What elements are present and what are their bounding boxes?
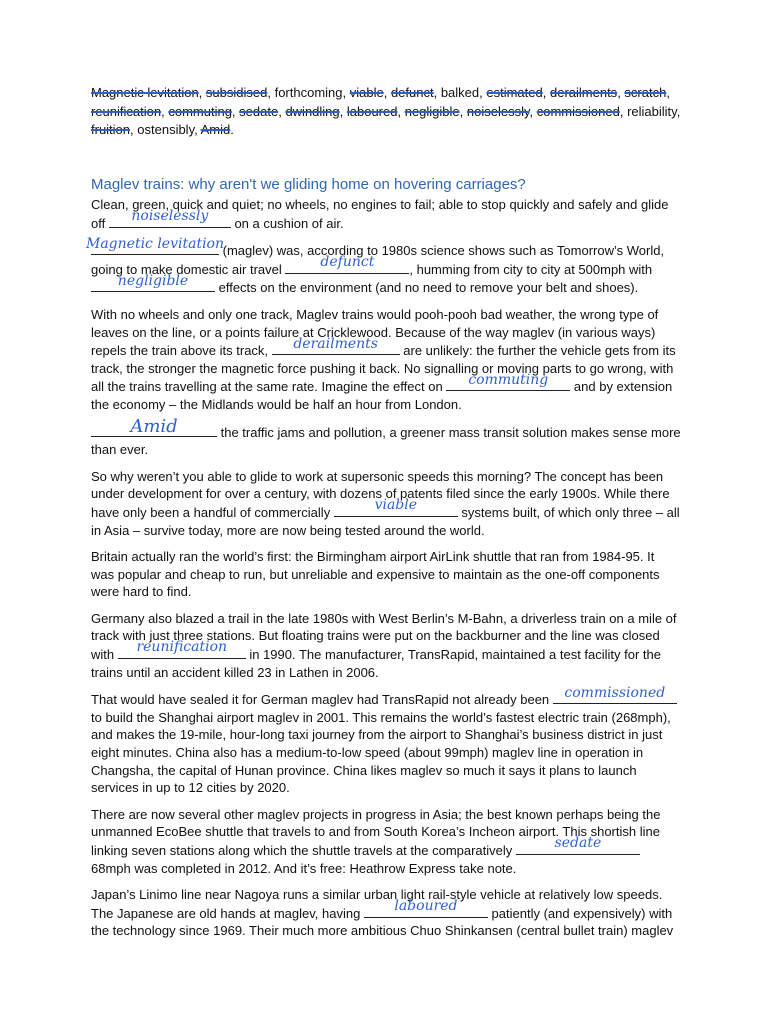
word-bank-item: derailments <box>549 85 618 100</box>
answer-blank <box>91 272 215 292</box>
word-separator: , <box>194 122 201 137</box>
answer-blank <box>334 497 458 517</box>
paragraph-9: There are now several other maglev projects in progress in Asia; the best known perhaps being the unmanned EcoBee shuttle that travels to and from South Korea’s Incheon airport. This shortish line linking seven stations along which the shuttle travels at the comparatively sedate 68mph was completed in 2012. And it’s free: Heathrow Express take note. <box>91 806 661 876</box>
word-separator: , <box>161 103 169 119</box>
handwritten-answer: commuting <box>468 371 549 388</box>
word-separator: , <box>433 85 441 100</box>
handwritten-answer: viable <box>374 497 418 514</box>
word-bank-item: subsidised <box>205 85 268 100</box>
paragraph-5: So why weren’t you able to glide to work at supersonic speeds this morning? The concept has been under development for over a century, with dozens of patents filed since the early 1900s. While there have only been a handful of commercially viable systems built, of which only three – all in Asia – survive today, more are now being tested around the world. <box>91 468 680 538</box>
answer-blank <box>272 335 400 355</box>
answer-blank <box>109 208 231 228</box>
paragraph-8: That would have sealed it for German maglev had TransRapid not already been commissioned to build the Shanghai airport maglev in 2001. This remains the world’s fastest electric train (268mph), and makes the 19-mile, hour-long taxi journey from the airport to Shanghai’s business district in just eight minutes. China also has a medium-to-low speed (about 99mph) maglev line in operation in Changsha, the capital of Hunan province. China likes maglev so much it says it plans to launch services in up to 12 cities by 2020. <box>91 690 681 797</box>
handwritten-answer: noiselessly <box>131 208 209 224</box>
word-separator: , <box>676 103 681 119</box>
word-bank-item: ostensibly <box>137 122 195 137</box>
word-bank <box>91 84 691 140</box>
word-separator: , <box>666 85 670 100</box>
word-bank-item: commuting <box>168 103 232 119</box>
paragraph-6: Britain actually ran the world’s first: the Birmingham airport AirLink shuttle that ran from 1984-95. It was popular and cheap to run, but unreliable and expensive to maintain as the one-off components were hard to find. <box>91 549 660 600</box>
word-bank-item: commissioned <box>536 103 620 119</box>
word-bank-item: reliability <box>627 103 677 119</box>
handwritten-answer: reunification <box>136 639 228 656</box>
word-bank-item: forthcoming <box>274 85 343 100</box>
word-separator: , <box>617 85 625 100</box>
answer-blank <box>285 254 409 274</box>
paragraph-2: Magnetic levitation (maglev) was, according to 1980s science shows such as Tomorrow’s World, going to make domestic air travel defunct , humming from city to city at 500mph with negligible effects on the environment (and no need to remove your belt and shoes). <box>85 235 665 296</box>
handwritten-answer: derailments <box>293 335 378 352</box>
paragraph-3: With no wheels and only one track, Maglev trains would pooh-pooh bad weather, the wrong type of leaves on the line, or a points failure at Cricklewood. Because of the way maglev (in various ways) repels the train above its track, derailments are unlikely: the further the vehicle gets from its track, the stronger the magnetic force pushing it back. No signalling or moving parts to go wrong, with all the trains travelling at the same rate. Imagine the effect on commuting and by extension the economy – the Midlands would be half an hour from London. <box>91 306 676 412</box>
answer-blank <box>516 835 640 855</box>
handwritten-answer: sedate <box>554 835 602 852</box>
word-bank-item: Amid <box>200 122 231 137</box>
handwritten-answer: commissioned <box>564 684 666 701</box>
paragraph-7: Germany also blazed a trail in the late 1980s with West Berlin’s M-Bahn, a driverless train on a mile of track with just three stations. But floating trains were put on the backburner and the line was closed with reunification in 1990. The manufacturer, TransRapid, maintained a test facility for the trains until an accident killed 23 in Lathen in 2006. <box>91 610 677 680</box>
word-bank-item: laboured <box>346 103 398 119</box>
handwritten-answer: laboured <box>394 898 458 915</box>
word-separator: . <box>230 122 234 137</box>
word-bank-item: fruition <box>91 122 131 137</box>
word-separator: , <box>383 85 391 100</box>
handwritten-answer: negligible <box>117 272 189 289</box>
word-bank-item: viable <box>349 85 384 100</box>
answer-blank <box>446 371 570 391</box>
word-separator: , <box>198 85 206 100</box>
word-separator: , <box>479 85 487 100</box>
word-bank-item: scratch <box>624 85 667 100</box>
article-title: Maglev trains: why aren't we gliding home on hovering carriages? <box>91 176 526 193</box>
word-separator: , <box>267 85 275 100</box>
word-separator: , <box>529 103 537 119</box>
handwritten-answer: Amid <box>130 415 178 437</box>
word-bank-item: estimated <box>486 85 543 100</box>
paragraph-4: Amid the traffic jams and pollution, a greener mass transit solution makes sense more than ever. <box>91 415 681 458</box>
word-separator: , <box>542 85 550 100</box>
word-bank-item: balked <box>440 85 480 100</box>
paragraph-10: Japan’s Linimo line near Nagoya runs a similar urban light rail-style vehicle at relatively low speeds. The Japanese are old hands at maglev, having laboured patiently (and expensively) with the technology since 1969. Their much more ambitious Chuo Shinkansen (central bullet train) maglev <box>91 887 674 939</box>
answer-blank <box>553 684 677 704</box>
word-bank-item: dwindling <box>285 103 340 119</box>
answer-blank <box>91 415 217 437</box>
word-separator: , <box>278 103 286 119</box>
word-bank-item: sedate <box>239 103 279 119</box>
handwritten-answer: defunct <box>320 254 375 271</box>
word-bank-item: reunification <box>91 103 162 119</box>
word-separator: , <box>397 103 405 119</box>
handwritten-answer: Magnetic levitation <box>85 235 225 252</box>
word-separator: , <box>231 103 240 119</box>
word-separator: , <box>339 103 347 119</box>
article-body <box>85 196 681 949</box>
word-separator: , <box>130 122 138 137</box>
paragraph-1: Clean, green, quick and quiet; no wheels, no engines to fail; able to stop quickly and safely and glide off noiselessly on a cushion of air. <box>91 197 669 231</box>
word-separator: , <box>459 103 467 119</box>
answer-blank <box>118 639 246 659</box>
answer-blank <box>85 235 225 255</box>
answer-blank <box>364 898 488 918</box>
word-bank-item: defunct <box>390 85 434 100</box>
word-bank-item: noiselessly <box>466 103 530 119</box>
word-bank-item: negligible <box>404 103 460 119</box>
word-separator: , <box>619 103 628 119</box>
word-separator: , <box>342 85 350 100</box>
word-bank-item: Magnetic levitation <box>91 85 199 100</box>
